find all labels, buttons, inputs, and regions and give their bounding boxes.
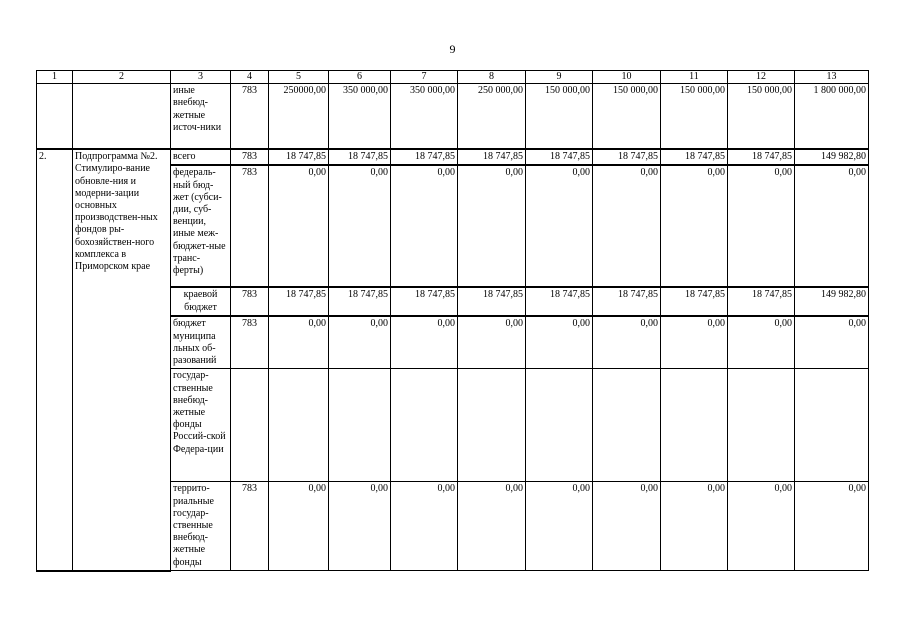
value-cell: 0,00 xyxy=(728,482,795,571)
value-cell: 0,00 xyxy=(661,316,728,369)
value-cell: 18 747,85 xyxy=(526,149,593,165)
value-cell: 18 747,85 xyxy=(458,149,526,165)
value-cell: 0,00 xyxy=(391,165,458,287)
column-header: 12 xyxy=(728,71,795,84)
budget-table xyxy=(36,70,869,572)
value-cell: 18 747,85 xyxy=(661,287,728,316)
value-cell: 18 747,85 xyxy=(269,149,329,165)
code-cell: 783 xyxy=(231,84,269,150)
funding-source-cell: государ-ственные внебюд-жетные фонды Россий-ской Федера-ции xyxy=(171,369,231,482)
value-cell: 18 747,85 xyxy=(661,149,728,165)
funding-source-cell: бюджет муниципа льных об-разований xyxy=(171,316,231,369)
value-cell: 18 747,85 xyxy=(728,149,795,165)
column-header: 8 xyxy=(458,71,526,84)
value-cell: 0,00 xyxy=(795,165,869,287)
value-cell xyxy=(269,369,329,482)
value-cell: 0,00 xyxy=(269,165,329,287)
value-cell xyxy=(795,369,869,482)
table-header-row xyxy=(37,71,869,84)
value-cell: 350 000,00 xyxy=(391,84,458,150)
value-cell: 250 000,00 xyxy=(458,84,526,150)
value-cell: 0,00 xyxy=(391,316,458,369)
value-cell: 0,00 xyxy=(329,482,391,571)
column-header: 4 xyxy=(231,71,269,84)
value-cell: 250000,00 xyxy=(269,84,329,150)
column-header: 9 xyxy=(526,71,593,84)
code-cell xyxy=(231,369,269,482)
value-cell: 0,00 xyxy=(661,165,728,287)
value-cell: 0,00 xyxy=(795,482,869,571)
value-cell xyxy=(391,369,458,482)
column-header: 5 xyxy=(269,71,329,84)
funding-source-cell: иные внебюд-жетные источ-ники xyxy=(171,84,231,150)
funding-source-cell: террито-риальные государ-ственные внебюд-жетные фонды xyxy=(171,482,231,571)
value-cell: 150 000,00 xyxy=(661,84,728,150)
column-header: 10 xyxy=(593,71,661,84)
value-cell: 149 982,80 xyxy=(795,287,869,316)
value-cell: 18 747,85 xyxy=(593,287,661,316)
value-cell: 0,00 xyxy=(593,482,661,571)
column-header: 3 xyxy=(171,71,231,84)
value-cell: 150 000,00 xyxy=(526,84,593,150)
value-cell: 1 800 000,00 xyxy=(795,84,869,150)
value-cell: 18 747,85 xyxy=(391,287,458,316)
value-cell: 18 747,85 xyxy=(391,149,458,165)
code-cell: 783 xyxy=(231,287,269,316)
value-cell: 18 747,85 xyxy=(269,287,329,316)
column-header: 6 xyxy=(329,71,391,84)
value-cell: 18 747,85 xyxy=(526,287,593,316)
value-cell: 0,00 xyxy=(391,482,458,571)
value-cell: 0,00 xyxy=(269,482,329,571)
value-cell: 0,00 xyxy=(593,316,661,369)
value-cell: 0,00 xyxy=(458,316,526,369)
code-cell: 783 xyxy=(231,316,269,369)
value-cell: 0,00 xyxy=(593,165,661,287)
value-cell xyxy=(458,369,526,482)
table-row xyxy=(37,84,869,150)
code-cell: 783 xyxy=(231,165,269,287)
value-cell: 0,00 xyxy=(329,165,391,287)
funding-source-cell: федераль-ный бюд-жет (субси-дии, суб-венции, иные меж-бюджет-ные транс-ферты) xyxy=(171,165,231,287)
value-cell xyxy=(329,369,391,482)
value-cell xyxy=(728,369,795,482)
value-cell xyxy=(661,369,728,482)
value-cell: 0,00 xyxy=(661,482,728,571)
column-header: 13 xyxy=(795,71,869,84)
funding-source-cell: краевой бюджет xyxy=(171,287,231,316)
value-cell: 0,00 xyxy=(329,316,391,369)
program-name-cell xyxy=(73,84,171,150)
page-number: 9 xyxy=(449,42,456,56)
value-cell: 0,00 xyxy=(728,165,795,287)
value-cell: 350 000,00 xyxy=(329,84,391,150)
value-cell: 150 000,00 xyxy=(728,84,795,150)
column-header: 1 xyxy=(37,71,73,84)
funding-source-cell: всего xyxy=(171,149,231,165)
value-cell: 0,00 xyxy=(526,165,593,287)
value-cell: 0,00 xyxy=(526,482,593,571)
value-cell: 18 747,85 xyxy=(728,287,795,316)
value-cell: 18 747,85 xyxy=(458,287,526,316)
value-cell: 0,00 xyxy=(526,316,593,369)
program-name-cell: Подпрограмма №2. Стимулиро-вание обновле-ния и модерни-зации основных производствен-ных фондов ры-бохозяйствен-ного комплекса в Приморском крае xyxy=(73,149,171,571)
value-cell: 18 747,85 xyxy=(329,287,391,316)
value-cell: 0,00 xyxy=(458,165,526,287)
row-number-cell xyxy=(37,84,73,150)
column-header: 11 xyxy=(661,71,728,84)
value-cell: 0,00 xyxy=(269,316,329,369)
value-cell: 0,00 xyxy=(458,482,526,571)
value-cell: 149 982,80 xyxy=(795,149,869,165)
table-row xyxy=(37,149,869,165)
value-cell xyxy=(593,369,661,482)
code-cell: 783 xyxy=(231,149,269,165)
code-cell: 783 xyxy=(231,482,269,571)
value-cell xyxy=(526,369,593,482)
column-header: 7 xyxy=(391,71,458,84)
value-cell: 150 000,00 xyxy=(593,84,661,150)
value-cell: 0,00 xyxy=(795,316,869,369)
value-cell: 0,00 xyxy=(728,316,795,369)
value-cell: 18 747,85 xyxy=(329,149,391,165)
value-cell: 18 747,85 xyxy=(593,149,661,165)
column-header: 2 xyxy=(73,71,171,84)
row-number-cell: 2. xyxy=(37,149,73,571)
